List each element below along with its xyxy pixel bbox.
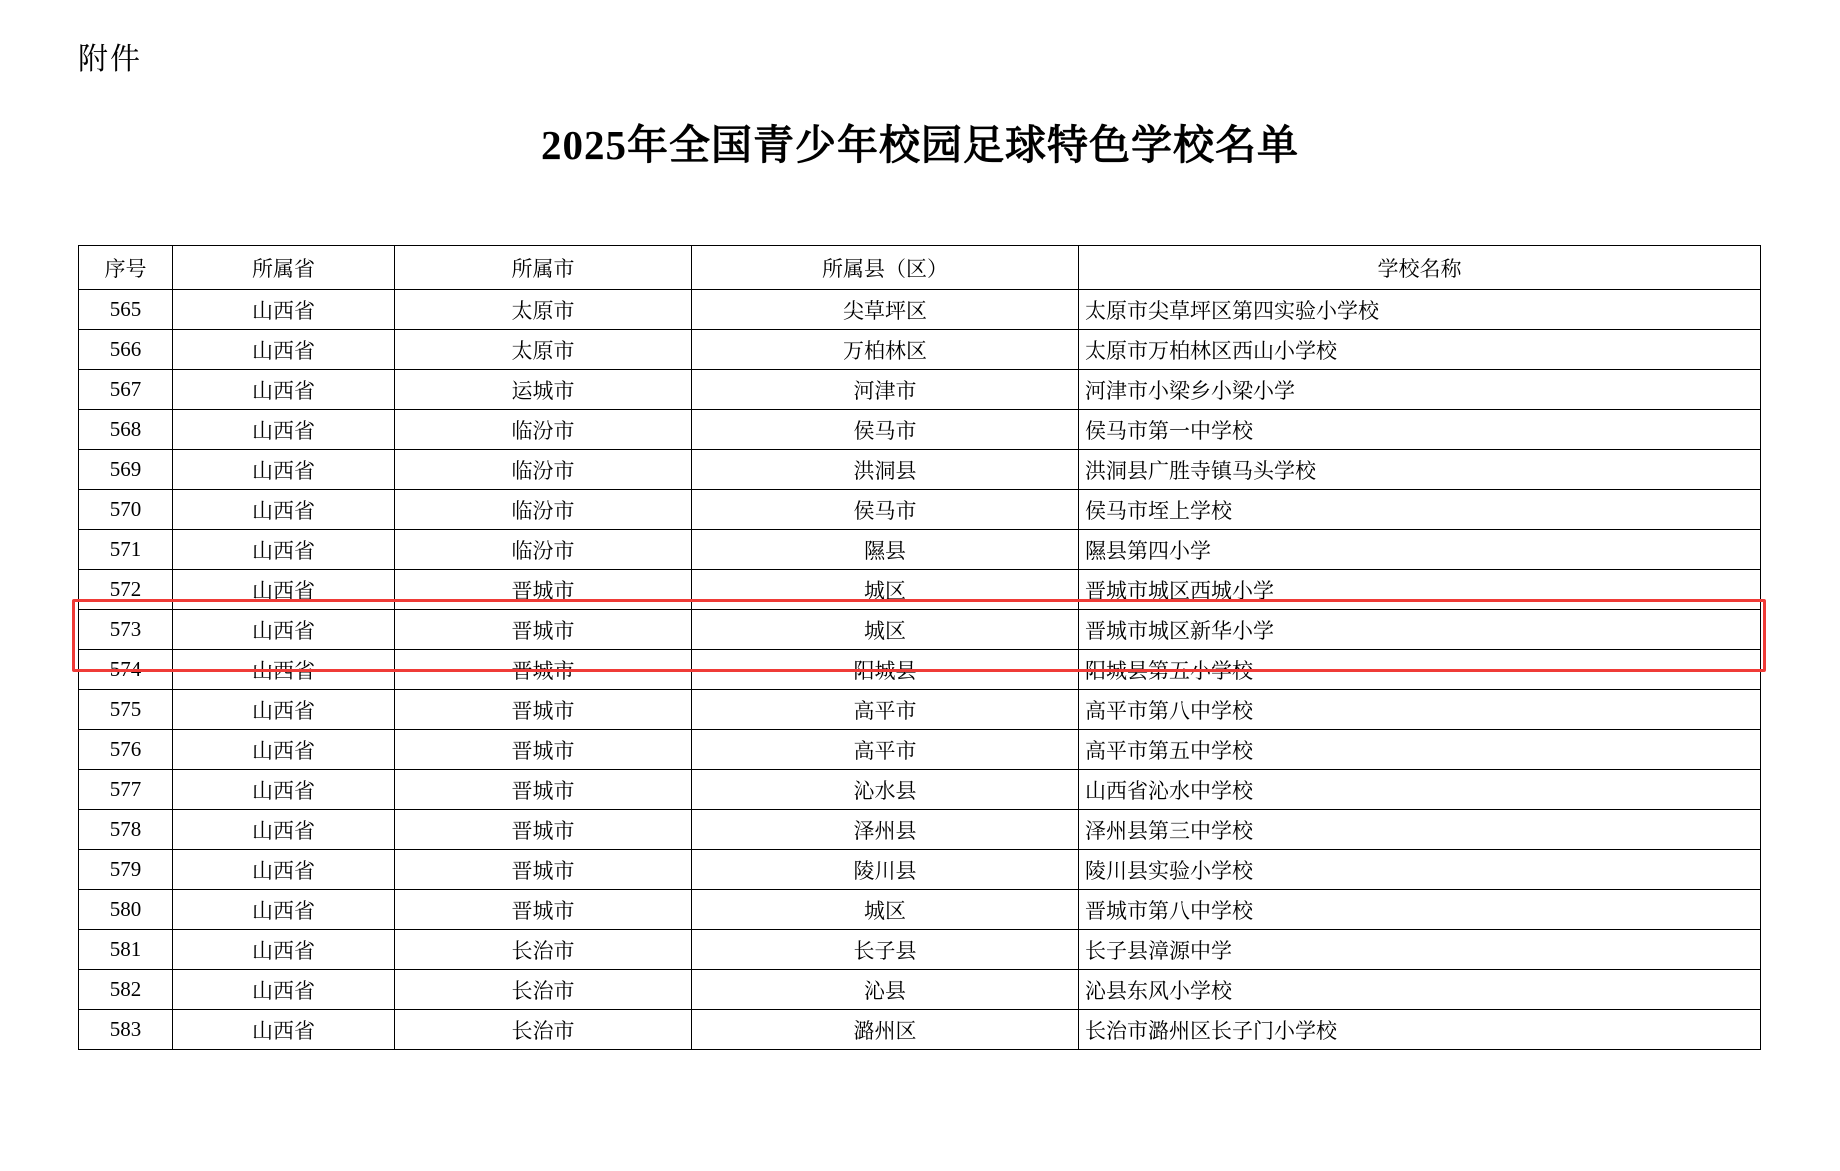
cell-school: 侯马市垤上学校 <box>1079 490 1761 530</box>
table-body <box>79 290 1761 1050</box>
cell-province: 山西省 <box>173 890 395 930</box>
table-row <box>79 410 1761 450</box>
school-table-container <box>78 245 1760 1050</box>
cell-county: 洪洞县 <box>692 450 1079 490</box>
table-row <box>79 330 1761 370</box>
table-row <box>79 970 1761 1010</box>
cell-county: 城区 <box>692 890 1079 930</box>
column-header-county: 所属县（区） <box>692 246 1079 290</box>
cell-city: 临汾市 <box>395 450 692 490</box>
cell-county: 沁水县 <box>692 770 1079 810</box>
cell-city: 临汾市 <box>395 490 692 530</box>
cell-province: 山西省 <box>173 490 395 530</box>
cell-city: 晋城市 <box>395 730 692 770</box>
cell-city: 晋城市 <box>395 770 692 810</box>
cell-index: 565 <box>79 290 173 330</box>
cell-school: 山西省沁水中学校 <box>1079 770 1761 810</box>
cell-index: 567 <box>79 370 173 410</box>
cell-school: 晋城市城区新华小学 <box>1079 610 1761 650</box>
cell-index: 577 <box>79 770 173 810</box>
cell-school: 高平市第八中学校 <box>1079 690 1761 730</box>
cell-city: 长治市 <box>395 970 692 1010</box>
table-row <box>79 930 1761 970</box>
cell-county: 潞州区 <box>692 1010 1079 1050</box>
cell-index: 574 <box>79 650 173 690</box>
table-row <box>79 1010 1761 1050</box>
cell-city: 晋城市 <box>395 810 692 850</box>
cell-school: 泽州县第三中学校 <box>1079 810 1761 850</box>
cell-province: 山西省 <box>173 530 395 570</box>
cell-province: 山西省 <box>173 330 395 370</box>
cell-province: 山西省 <box>173 370 395 410</box>
cell-province: 山西省 <box>173 850 395 890</box>
cell-school: 长治市潞州区长子门小学校 <box>1079 1010 1761 1050</box>
cell-province: 山西省 <box>173 570 395 610</box>
cell-index: 568 <box>79 410 173 450</box>
cell-city: 运城市 <box>395 370 692 410</box>
table-row <box>79 290 1761 330</box>
cell-province: 山西省 <box>173 810 395 850</box>
cell-province: 山西省 <box>173 450 395 490</box>
cell-city: 临汾市 <box>395 530 692 570</box>
cell-province: 山西省 <box>173 1010 395 1050</box>
cell-county: 侯马市 <box>692 410 1079 450</box>
table-row <box>79 530 1761 570</box>
cell-school: 太原市万柏林区西山小学校 <box>1079 330 1761 370</box>
cell-school: 高平市第五中学校 <box>1079 730 1761 770</box>
cell-school: 陵川县实验小学校 <box>1079 850 1761 890</box>
cell-province: 山西省 <box>173 970 395 1010</box>
cell-school: 长子县漳源中学 <box>1079 930 1761 970</box>
cell-city: 晋城市 <box>395 570 692 610</box>
cell-school: 侯马市第一中学校 <box>1079 410 1761 450</box>
cell-city: 太原市 <box>395 290 692 330</box>
cell-county: 城区 <box>692 610 1079 650</box>
cell-province: 山西省 <box>173 770 395 810</box>
cell-province: 山西省 <box>173 290 395 330</box>
table-header-row <box>79 246 1761 290</box>
cell-county: 泽州县 <box>692 810 1079 850</box>
cell-province: 山西省 <box>173 410 395 450</box>
table-row <box>79 690 1761 730</box>
cell-city: 长治市 <box>395 930 692 970</box>
cell-school: 洪洞县广胜寺镇马头学校 <box>1079 450 1761 490</box>
column-header-school: 学校名称 <box>1079 246 1761 290</box>
table-row <box>79 650 1761 690</box>
cell-school: 阳城县第五小学校 <box>1079 650 1761 690</box>
table-row <box>79 890 1761 930</box>
page-title: 2025年全国青少年校园足球特色学校名单 <box>541 122 1299 168</box>
column-header-city: 所属市 <box>395 246 692 290</box>
cell-county: 高平市 <box>692 690 1079 730</box>
cell-county: 河津市 <box>692 370 1079 410</box>
cell-county: 侯马市 <box>692 490 1079 530</box>
cell-city: 晋城市 <box>395 890 692 930</box>
table-row <box>79 770 1761 810</box>
cell-index: 581 <box>79 930 173 970</box>
cell-index: 580 <box>79 890 173 930</box>
cell-school: 隰县第四小学 <box>1079 530 1761 570</box>
cell-index: 583 <box>79 1010 173 1050</box>
cell-index: 566 <box>79 330 173 370</box>
cell-index: 575 <box>79 690 173 730</box>
column-header-index: 序号 <box>79 246 173 290</box>
cell-index: 573 <box>79 610 173 650</box>
cell-county: 沁县 <box>692 970 1079 1010</box>
school-table <box>78 245 1761 1050</box>
cell-province: 山西省 <box>173 650 395 690</box>
cell-city: 长治市 <box>395 1010 692 1050</box>
cell-city: 晋城市 <box>395 690 692 730</box>
cell-index: 578 <box>79 810 173 850</box>
table-row <box>79 810 1761 850</box>
cell-index: 579 <box>79 850 173 890</box>
attachment-label: 附件 <box>78 43 142 76</box>
cell-city: 临汾市 <box>395 410 692 450</box>
cell-school: 太原市尖草坪区第四实验小学校 <box>1079 290 1761 330</box>
table-row <box>79 730 1761 770</box>
cell-county: 尖草坪区 <box>692 290 1079 330</box>
cell-province: 山西省 <box>173 730 395 770</box>
cell-city: 晋城市 <box>395 610 692 650</box>
table-header <box>79 246 1761 290</box>
cell-province: 山西省 <box>173 610 395 650</box>
cell-county: 高平市 <box>692 730 1079 770</box>
cell-county: 陵川县 <box>692 850 1079 890</box>
cell-school: 沁县东风小学校 <box>1079 970 1761 1010</box>
cell-county: 长子县 <box>692 930 1079 970</box>
cell-city: 太原市 <box>395 330 692 370</box>
cell-school: 晋城市城区西城小学 <box>1079 570 1761 610</box>
cell-county: 万柏林区 <box>692 330 1079 370</box>
cell-county: 阳城县 <box>692 650 1079 690</box>
cell-school: 晋城市第八中学校 <box>1079 890 1761 930</box>
cell-province: 山西省 <box>173 690 395 730</box>
cell-county: 隰县 <box>692 530 1079 570</box>
cell-index: 576 <box>79 730 173 770</box>
table-row <box>79 370 1761 410</box>
cell-county: 城区 <box>692 570 1079 610</box>
cell-index: 571 <box>79 530 173 570</box>
cell-city: 晋城市 <box>395 650 692 690</box>
table-row <box>79 850 1761 890</box>
table-row <box>79 570 1761 610</box>
table-row <box>79 610 1761 650</box>
cell-school: 河津市小梁乡小梁小学 <box>1079 370 1761 410</box>
cell-city: 晋城市 <box>395 850 692 890</box>
cell-province: 山西省 <box>173 930 395 970</box>
cell-index: 582 <box>79 970 173 1010</box>
cell-index: 572 <box>79 570 173 610</box>
table-row <box>79 450 1761 490</box>
table-row <box>79 490 1761 530</box>
cell-index: 569 <box>79 450 173 490</box>
column-header-province: 所属省 <box>173 246 395 290</box>
cell-index: 570 <box>79 490 173 530</box>
